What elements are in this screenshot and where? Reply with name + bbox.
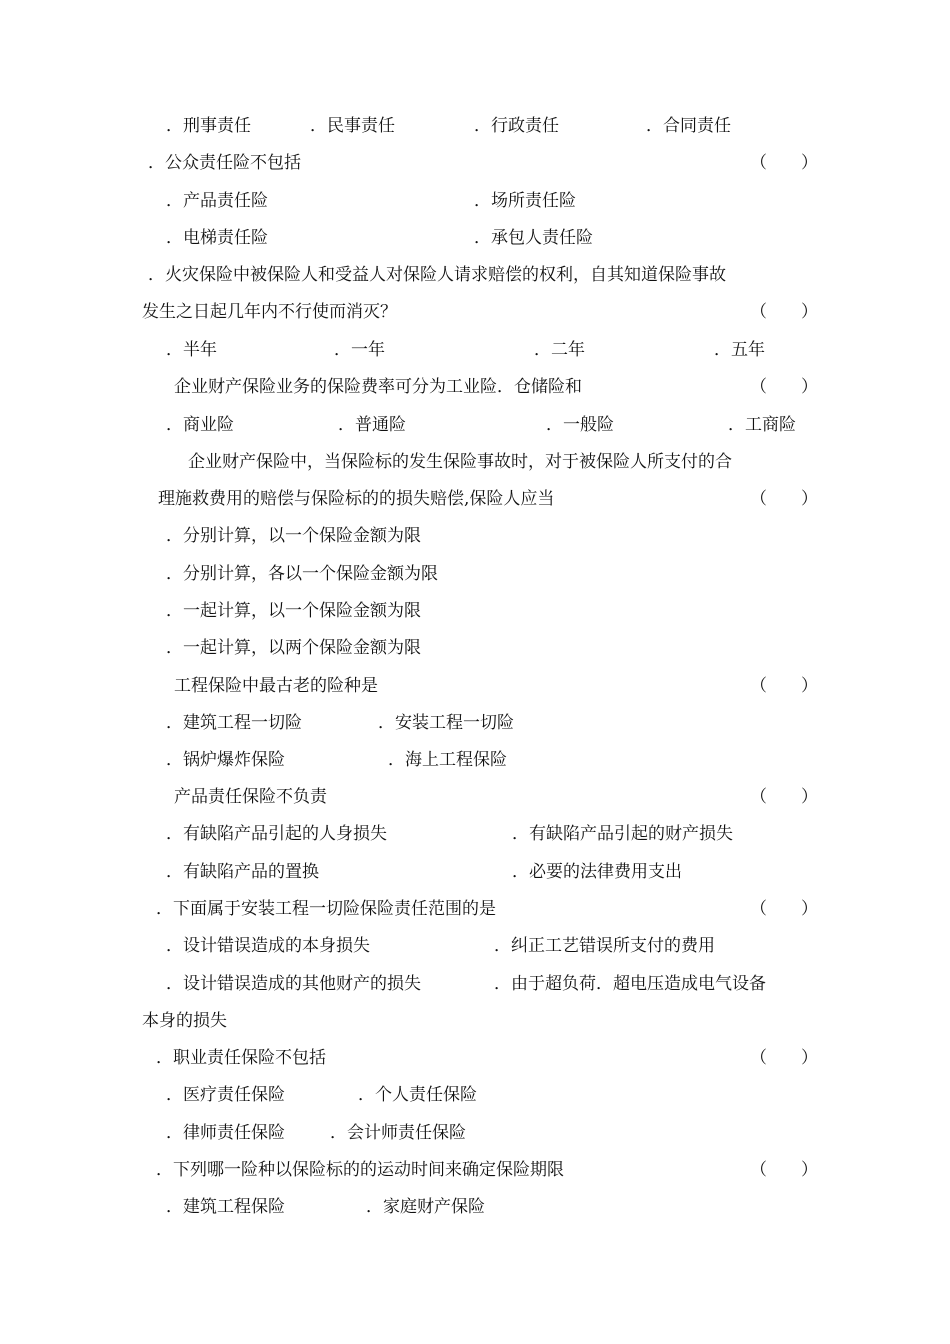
answer-bracket: （ ）: [750, 377, 818, 397]
option-b: ．家庭财产保险: [366, 1197, 485, 1217]
option-d: ．承包人责任险: [474, 228, 593, 248]
question-stem: ．下面属于安装工程一切险保险责任范围的是: [156, 899, 496, 919]
option-c: ．锅炉爆炸保险: [166, 750, 285, 770]
option-a: ．半年: [166, 340, 217, 360]
option-d-continued: 本身的损失: [142, 1011, 227, 1031]
option-a: ．医疗责任保险: [166, 1085, 285, 1105]
answer-bracket: （ ）: [750, 489, 818, 509]
option-d: ．工商险: [728, 415, 796, 435]
answer-bracket: （ ）: [750, 899, 818, 919]
option-a: ．刑事责任: [166, 116, 251, 136]
option-d: ．会计师责任保险: [330, 1123, 466, 1143]
option-a: ．分别计算，以一个保险金额为限: [166, 526, 421, 546]
option-b: ．一年: [334, 340, 385, 360]
option-a: ．产品责任险: [166, 191, 268, 211]
answer-bracket: （ ）: [750, 153, 818, 173]
question-stem: 企业财产保险中，当保险标的发生保险事故时，对于被保险人所支付的合: [188, 452, 732, 472]
option-c: ．一起计算，以一个保险金额为限: [166, 601, 421, 621]
option-d: ．五年: [714, 340, 765, 360]
option-d: ．海上工程保险: [388, 750, 507, 770]
option-b: ．场所责任险: [474, 191, 576, 211]
option-c: ．行政责任: [474, 116, 559, 136]
question-stem: 企业财产保险业务的保险费率可分为工业险．仓储险和: [174, 377, 582, 397]
question-stem: 工程保险中最古老的险种是: [174, 676, 378, 696]
answer-bracket: （ ）: [750, 676, 818, 696]
option-c: ．二年: [534, 340, 585, 360]
option-a: ．有缺陷产品引起的人身损失: [166, 824, 387, 844]
answer-bracket: （ ）: [750, 787, 818, 807]
option-a: ．建筑工程一切险: [166, 713, 302, 733]
answer-bracket: （ ）: [750, 1048, 818, 1068]
option-d: ．由于超负荷．超电压造成电气设备: [494, 974, 766, 994]
question-stem: 产品责任保险不负责: [174, 787, 327, 807]
option-c: ．一般险: [546, 415, 614, 435]
option-d: ．必要的法律费用支出: [512, 862, 682, 882]
question-stem: ．公众责任险不包括: [148, 153, 301, 173]
question-stem: ．火灾保险中被保险人和受益人对保险人请求赔偿的权利，自其知道保险事故: [148, 265, 726, 285]
option-b: ．民事责任: [310, 116, 395, 136]
option-c: ．电梯责任险: [166, 228, 268, 248]
option-a: ．设计错误造成的本身损失: [166, 936, 370, 956]
option-a: ．建筑工程保险: [166, 1197, 285, 1217]
option-c: ．律师责任保险: [166, 1123, 285, 1143]
option-b: ．普通险: [338, 415, 406, 435]
question-stem: ．下列哪一险种以保险标的的运动时间来确定保险期限: [156, 1160, 564, 1180]
option-b: ．个人责任保险: [358, 1085, 477, 1105]
option-c: ．设计错误造成的其他财产的损失: [166, 974, 421, 994]
answer-bracket: （ ）: [750, 1160, 818, 1180]
answer-bracket: （ ）: [750, 302, 818, 322]
question-stem-continued: 理施救费用的赔偿与保险标的的损失赔偿,保险人应当: [158, 489, 555, 509]
option-d: ．一起计算，以两个保险金额为限: [166, 638, 421, 658]
option-d: ．合同责任: [646, 116, 731, 136]
option-b: ．纠正工艺错误所支付的费用: [494, 936, 715, 956]
question-stem-continued: 发生之日起几年内不行使而消灭？: [142, 302, 397, 322]
option-b: ．有缺陷产品引起的财产损失: [512, 824, 733, 844]
option-b: ．分别计算，各以一个保险金额为限: [166, 564, 438, 584]
question-stem: ．职业责任保险不包括: [156, 1048, 326, 1068]
option-b: ．安装工程一切险: [378, 713, 514, 733]
option-c: ．有缺陷产品的置换: [166, 862, 319, 882]
option-a: ．商业险: [166, 415, 234, 435]
